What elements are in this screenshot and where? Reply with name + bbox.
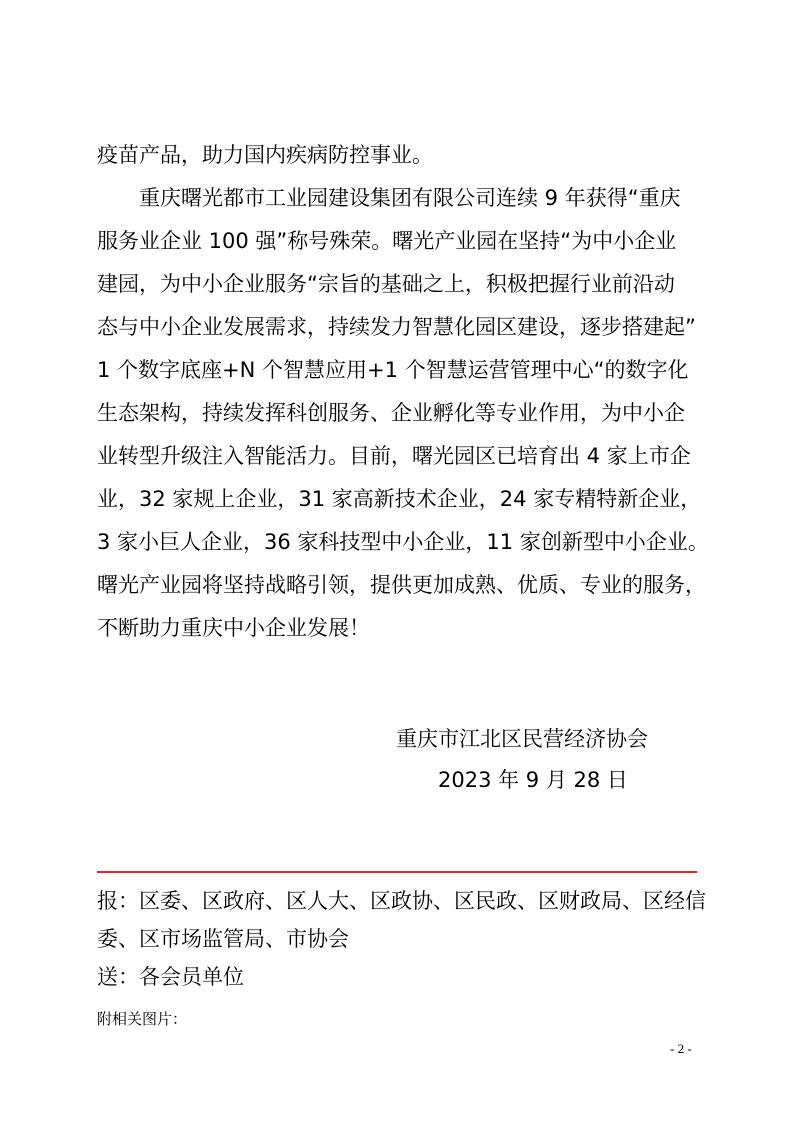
signature-date: 2023 年 9 月 28 日 (438, 768, 628, 792)
report-to-line-2: 委、区市场监管局、市协会 (97, 927, 349, 951)
red-divider (97, 871, 697, 873)
body-line-3: 服务业企业 100 强”称号殊荣。曙光产业园在坚持“为中小企业 (97, 229, 677, 253)
send-to-line: 送：各会员单位 (97, 965, 244, 989)
signature-org: 重庆市江北区民营经济协会 (396, 727, 648, 751)
body-line-12: 不断助力重庆中小企业发展！ (97, 616, 370, 640)
attachment-note: 附相关图片： (97, 1010, 188, 1028)
page-number: - 2 - (670, 1041, 692, 1056)
body-line-11: 曙光产业园将坚持战略引领，提供更加成熟、优质、专业的服务， (97, 573, 706, 597)
report-to-line-1: 报：区委、区政府、区人大、区政协、区民政、区财政局、区经信 (97, 889, 706, 913)
body-line-6: 1 个数字底座+N 个智慧应用+1 个智慧运营管理中心“的数字化 (97, 358, 689, 382)
body-line-2: 重庆曙光都市工业园建设集团有限公司连续 9 年获得“重庆 (97, 186, 681, 210)
body-line-1: 疫苗产品，助力国内疾病防控事业。 (97, 143, 433, 167)
body-line-5: 态与中小企业发展需求，持续发力智慧化园区建设，逐步搭建起” (97, 315, 696, 339)
body-line-8: 业转型升级注入智能活力。目前，曙光园区已培育出 4 家上市企 (97, 444, 691, 468)
body-line-7: 生态架构，持续发挥科创服务、企业孵化等专业作用，为中小企 (97, 401, 685, 425)
body-line-9: 业，32 家规上企业，31 家高新技术企业，24 家专精特新企业， (97, 487, 702, 511)
body-line-4: 建园，为中小企业服务“宗旨的基础之上，积极把握行业前沿动 (97, 272, 675, 296)
body-line-10: 3 家小巨人企业，36 家科技型中小企业，11 家创新型中小企业。 (97, 530, 709, 554)
